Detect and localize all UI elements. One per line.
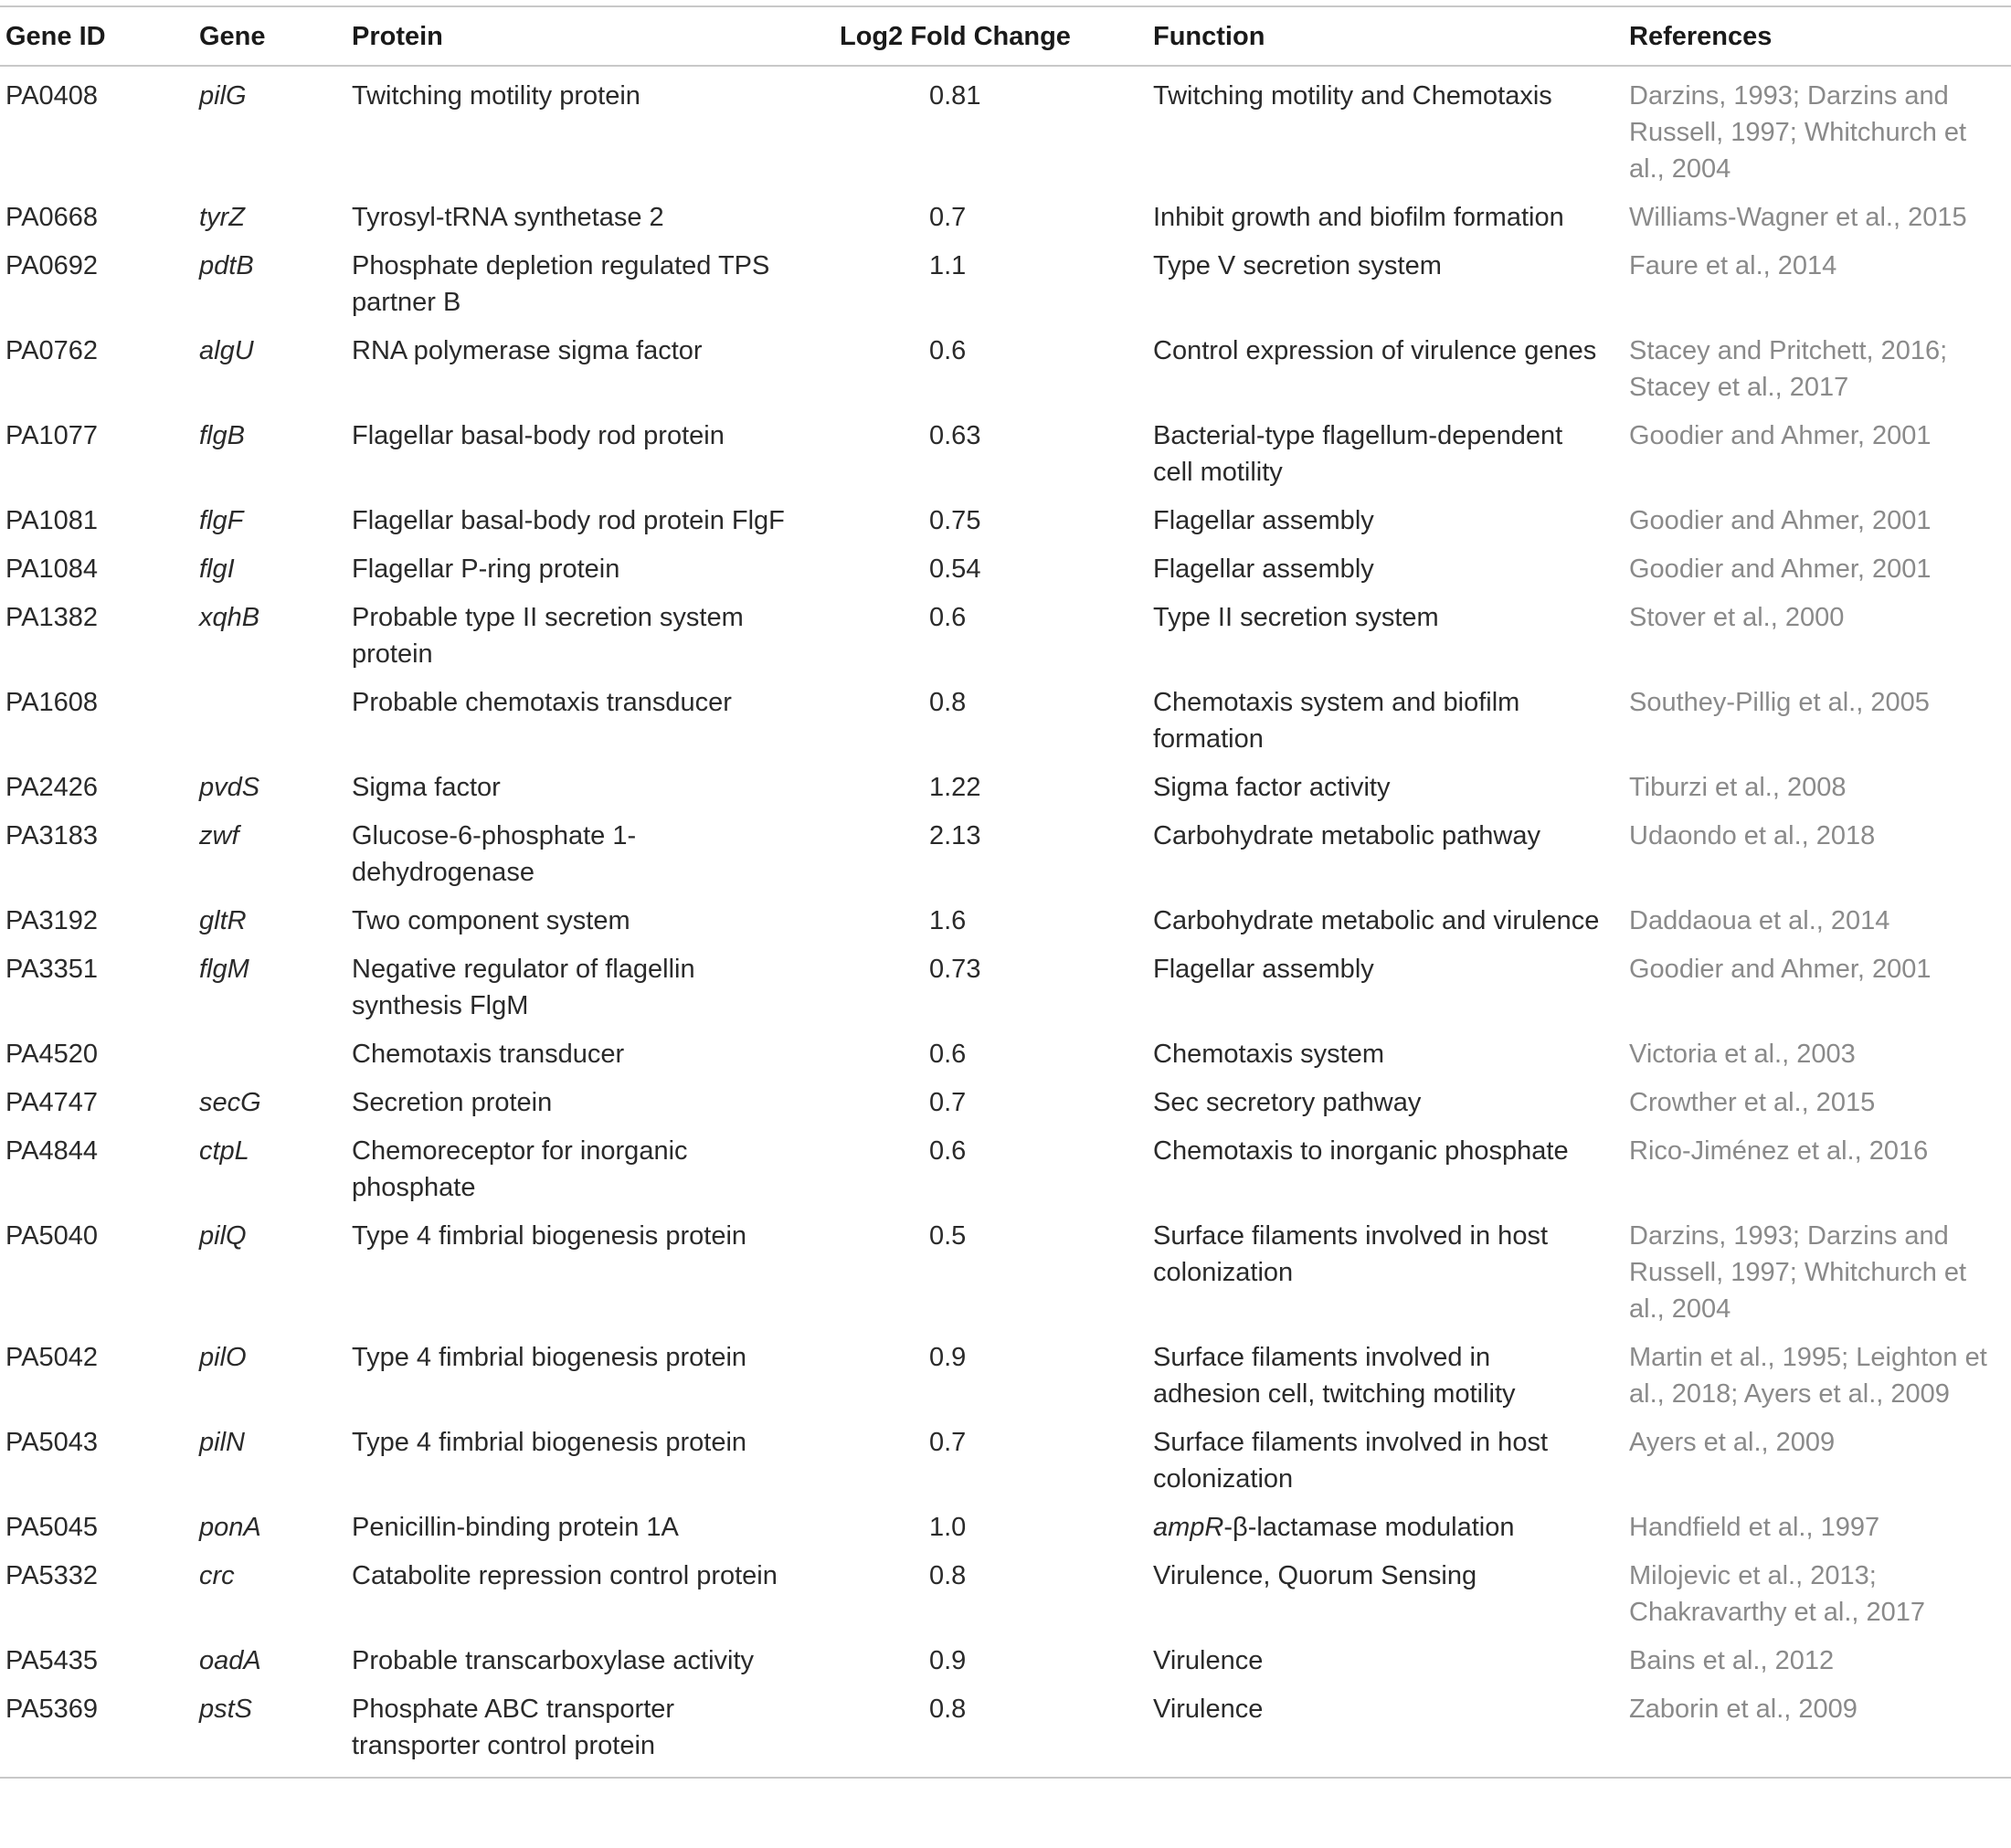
cell-log2-fold-change: 0.54 [929, 554, 981, 584]
header-log2-fold-change: Log2 Fold Change [840, 22, 1071, 51]
cell-protein: Flagellar basal-body rod protein [352, 421, 725, 450]
table-row [0, 897, 2011, 945]
cell-gene-id: PA5040 [5, 1221, 99, 1251]
cell-function: Inhibit growth and biofilm formation [1153, 203, 1564, 232]
cell-gene-id: PA0668 [5, 203, 99, 232]
table-row [0, 1552, 2011, 1637]
cell-gene: flgF [199, 506, 244, 535]
table-row [0, 1079, 2011, 1127]
cell-references: Martin et al., 1995; Leighton et al., 2018; Ayers et al., 2009 [1629, 1343, 1987, 1409]
cell-references: Darzins, 1993; Darzins and Russell, 1997; Whitchurch et al., 2004 [1629, 81, 1967, 184]
cell-gene-id: PA3351 [5, 955, 99, 984]
cell-function: Type V secretion system [1153, 251, 1442, 280]
header-gene-id: Gene ID [5, 22, 106, 51]
cell-gene: flgM [199, 955, 249, 984]
cell-log2-fold-change: 2.13 [929, 821, 981, 850]
table-row [0, 1212, 2011, 1334]
cell-log2-fold-change: 1.6 [929, 906, 967, 935]
cell-log2-fold-change: 1.22 [929, 773, 981, 802]
cell-log2-fold-change: 0.8 [929, 688, 967, 717]
cell-references: Handfield et al., 1997 [1629, 1513, 1880, 1542]
cell-gene-id: PA1084 [5, 554, 99, 584]
cell-log2-fold-change: 0.7 [929, 1088, 967, 1117]
cell-function: Sigma factor activity [1153, 773, 1391, 802]
cell-references: Goodier and Ahmer, 2001 [1629, 506, 1932, 535]
cell-gene: pstS [199, 1695, 253, 1724]
cell-references: Stacey and Pritchett, 2016; Stacey et al., 2017 [1629, 336, 1948, 402]
cell-references: Bains et al., 2012 [1629, 1646, 1835, 1675]
cell-function: Twitching motility and Chemotaxis [1153, 81, 1552, 111]
cell-protein: Secretion protein [352, 1088, 553, 1117]
table-row [0, 1030, 2011, 1079]
cell-gene [199, 1030, 352, 1079]
cell-protein: Tyrosyl-tRNA synthetase 2 [352, 203, 664, 232]
cell-gene-id: PA4844 [5, 1136, 99, 1166]
cell-references: Milojevic et al., 2013; Chakravarthy et al., 2017 [1629, 1561, 1926, 1627]
cell-log2-fold-change: 0.75 [929, 506, 981, 535]
cell-gene: crc [199, 1561, 235, 1590]
function-text: -β-lactamase modulation [1223, 1513, 1515, 1542]
cell-log2-fold-change: 1.1 [929, 251, 967, 280]
table-row [0, 594, 2011, 679]
cell-function: Carbohydrate metabolic pathway [1153, 821, 1540, 850]
cell-gene-id: PA5045 [5, 1513, 99, 1542]
cell-function: Flagellar assembly [1153, 554, 1374, 584]
cell-protein: Penicillin-binding protein 1A [352, 1513, 679, 1542]
table-header [0, 6, 2011, 66]
cell-references: Faure et al., 2014 [1629, 251, 1837, 280]
cell-protein: Probable transcarboxylase activity [352, 1646, 755, 1675]
cell-gene: oadA [199, 1646, 261, 1675]
table-row [0, 327, 2011, 412]
cell-function: Flagellar assembly [1153, 506, 1374, 535]
cell-references: Southey-Pillig et al., 2005 [1629, 688, 1930, 717]
table-row [0, 66, 2011, 194]
cell-gene [199, 679, 352, 764]
cell-references: Goodier and Ahmer, 2001 [1629, 421, 1932, 450]
cell-gene: pvdS [199, 773, 260, 802]
table-row [0, 945, 2011, 1030]
header-row [0, 6, 2011, 66]
cell-protein: Negative regulator of flagellin synthesis FlgM [352, 955, 695, 1020]
cell-log2-fold-change: 0.73 [929, 955, 981, 984]
cell-references: Udaondo et al., 2018 [1629, 821, 1876, 850]
cell-gene-id: PA3192 [5, 906, 99, 935]
cell-function: Chemotaxis system and biofilm formation [1153, 688, 1520, 754]
cell-log2-fold-change: 0.81 [929, 81, 981, 111]
cell-function: Virulence [1153, 1695, 1264, 1724]
cell-log2-fold-change: 0.9 [929, 1343, 967, 1372]
gene-table [0, 5, 2011, 1779]
cell-function: Surface filaments involved in adhesion cell, twitching motility [1153, 1343, 1516, 1409]
cell-gene-id: PA2426 [5, 773, 99, 802]
cell-gene-id: PA1081 [5, 506, 99, 535]
cell-protein: Type 4 fimbrial biogenesis protein [352, 1428, 747, 1457]
cell-log2-fold-change: 0.6 [929, 1040, 967, 1069]
cell-log2-fold-change: 0.63 [929, 421, 981, 450]
cell-gene: algU [199, 336, 254, 365]
cell-gene-id: PA0408 [5, 81, 99, 111]
table-row [0, 1504, 2011, 1552]
cell-log2-fold-change: 0.7 [929, 1428, 967, 1457]
cell-protein: Type 4 fimbrial biogenesis protein [352, 1343, 747, 1372]
table-row [0, 679, 2011, 764]
cell-protein: Flagellar P-ring protein [352, 554, 620, 584]
cell-references: Ayers et al., 2009 [1629, 1428, 1836, 1457]
cell-gene-id: PA5043 [5, 1428, 99, 1457]
cell-log2-fold-change: 0.6 [929, 603, 967, 632]
cell-log2-fold-change: 0.6 [929, 1136, 967, 1166]
cell-gene: pdtB [199, 251, 254, 280]
cell-protein: Phosphate depletion regulated TPS partner B [352, 251, 770, 317]
cell-gene: gltR [199, 906, 247, 935]
header-protein: Protein [352, 22, 443, 51]
cell-protein: Twitching motility protein [352, 81, 640, 111]
cell-references: Goodier and Ahmer, 2001 [1629, 554, 1932, 584]
table-row [0, 1127, 2011, 1212]
cell-gene: ctpL [199, 1136, 249, 1166]
cell-function: Carbohydrate metabolic and virulence [1153, 906, 1600, 935]
cell-log2-fold-change: 0.8 [929, 1561, 967, 1590]
cell-references: Darzins, 1993; Darzins and Russell, 1997; Whitchurch et al., 2004 [1629, 1221, 1967, 1324]
cell-protein: Probable chemotaxis transducer [352, 688, 732, 717]
cell-function: Bacterial-type flagellum-dependent cell motility [1153, 421, 1563, 487]
cell-gene-id: PA4747 [5, 1088, 99, 1117]
cell-function: Control expression of virulence genes [1153, 336, 1597, 365]
cell-protein: Chemotaxis transducer [352, 1040, 625, 1069]
cell-log2-fold-change: 1.0 [929, 1513, 967, 1542]
cell-protein: Glucose-6-phosphate 1-dehydrogenase [352, 821, 637, 887]
cell-gene-id: PA1608 [5, 688, 99, 717]
cell-function: Virulence, Quorum Sensing [1153, 1561, 1477, 1590]
table-row [0, 1685, 2011, 1778]
cell-gene-id: PA1077 [5, 421, 99, 450]
cell-log2-fold-change: 0.8 [929, 1695, 967, 1724]
cell-protein: Phosphate ABC transporter transporter control protein [352, 1695, 675, 1760]
cell-gene-id: PA5332 [5, 1561, 99, 1590]
cell-protein: Two component system [352, 906, 630, 935]
cell-protein: Flagellar basal-body rod protein FlgF [352, 506, 785, 535]
header-references: References [1629, 22, 1773, 51]
cell-gene-id: PA5435 [5, 1646, 99, 1675]
cell-gene-id: PA0692 [5, 251, 99, 280]
header-gene: Gene [199, 22, 266, 51]
cell-gene: ponA [199, 1513, 261, 1542]
table-row [0, 412, 2011, 497]
cell-function: Virulence [1153, 1646, 1264, 1675]
function-italic-term: ampR [1153, 1513, 1224, 1542]
cell-references: Daddaoua et al., 2014 [1629, 906, 1890, 935]
table-row [0, 812, 2011, 897]
cell-function: Surface filaments involved in host colonization [1153, 1428, 1548, 1494]
cell-function: Chemotaxis to inorganic phosphate [1153, 1136, 1569, 1166]
cell-references: Rico-Jiménez et al., 2016 [1629, 1136, 1929, 1166]
table-row [0, 764, 2011, 812]
cell-function [1153, 1504, 1629, 1552]
cell-gene: zwf [199, 821, 239, 850]
cell-references: Williams-Wagner et al., 2015 [1629, 203, 1967, 232]
cell-log2-fold-change: 0.9 [929, 1646, 967, 1675]
header-function: Function [1153, 22, 1265, 51]
cell-protein: Type 4 fimbrial biogenesis protein [352, 1221, 747, 1251]
table-row [0, 1419, 2011, 1504]
table-row [0, 497, 2011, 545]
table-body [0, 66, 2011, 1778]
cell-function: Surface filaments involved in host colonization [1153, 1221, 1548, 1287]
cell-gene-id: PA1382 [5, 603, 99, 632]
cell-function: Sec secretory pathway [1153, 1088, 1422, 1117]
cell-function: Type II secretion system [1153, 603, 1439, 632]
cell-references: Zaborin et al., 2009 [1629, 1695, 1858, 1724]
table-row [0, 194, 2011, 242]
cell-protein: RNA polymerase sigma factor [352, 336, 703, 365]
cell-log2-fold-change: 0.5 [929, 1221, 967, 1251]
cell-gene: pilN [199, 1428, 245, 1457]
cell-gene: secG [199, 1088, 261, 1117]
cell-gene-id: PA0762 [5, 336, 99, 365]
cell-function: Flagellar assembly [1153, 955, 1374, 984]
cell-protein: Probable type II secretion system protein [352, 603, 744, 669]
cell-gene: pilO [199, 1343, 247, 1372]
cell-log2-fold-change: 0.6 [929, 336, 967, 365]
cell-references: Victoria et al., 2003 [1629, 1040, 1856, 1069]
table-row [0, 1637, 2011, 1685]
gene-table-container [0, 5, 1987, 1779]
cell-gene-id: PA4520 [5, 1040, 99, 1069]
cell-gene: pilQ [199, 1221, 247, 1251]
cell-references: Crowther et al., 2015 [1629, 1088, 1876, 1117]
cell-protein: Chemoreceptor for inorganic phosphate [352, 1136, 688, 1202]
cell-protein: Catabolite repression control protein [352, 1561, 778, 1590]
cell-gene: flgI [199, 554, 235, 584]
cell-gene-id: PA3183 [5, 821, 99, 850]
cell-references: Goodier and Ahmer, 2001 [1629, 955, 1932, 984]
cell-references: Tiburzi et al., 2008 [1629, 773, 1847, 802]
cell-gene-id: PA5042 [5, 1343, 99, 1372]
cell-gene: xqhB [199, 603, 260, 632]
table-row [0, 242, 2011, 327]
cell-references: Stover et al., 2000 [1629, 603, 1845, 632]
table-row [0, 545, 2011, 594]
cell-gene: flgB [199, 421, 245, 450]
table-row [0, 1334, 2011, 1419]
cell-log2-fold-change: 0.7 [929, 203, 967, 232]
cell-protein: Sigma factor [352, 773, 501, 802]
cell-gene-id: PA5369 [5, 1695, 99, 1724]
cell-gene: pilG [199, 81, 247, 111]
cell-gene: tyrZ [199, 203, 245, 232]
cell-function: Chemotaxis system [1153, 1040, 1385, 1069]
